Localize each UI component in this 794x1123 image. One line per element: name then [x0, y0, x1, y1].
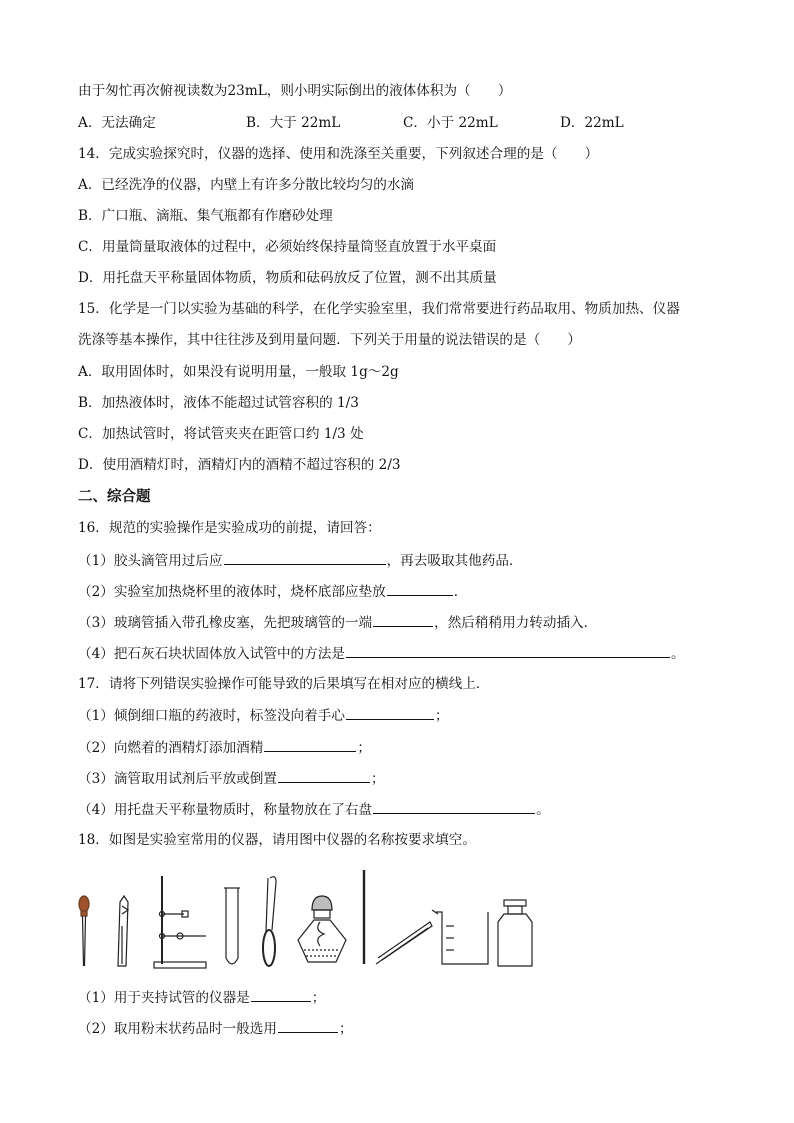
q13-option-a: A．无法确定 — [78, 115, 156, 131]
q14-option-a: A．已经洗净的仪器，内壁上有许多分散比较均匀的水滴 — [78, 177, 415, 193]
answer-blank[interactable] — [346, 705, 434, 720]
q18-item-2-tail: ； — [338, 1021, 353, 1037]
q16-item-4-text: （4）把石灰石块状固体放入试管中的方法是 — [78, 646, 345, 662]
q14-option-c: C．用量筒量取液体的过程中，必须始终保持量筒竖直放置于水平桌面 — [78, 239, 497, 255]
q18-item-1 — [78, 987, 325, 1008]
q17-item-4 — [78, 799, 550, 820]
q16-item-1-tail: ，再去吸取其他药品． — [386, 553, 523, 569]
q17-item-2 — [78, 737, 371, 758]
medicine-spoon-icon — [263, 877, 276, 966]
answer-blank[interactable] — [278, 1018, 338, 1033]
q16-item-3-tail: ，然后稍稍用力转动插入． — [434, 615, 598, 631]
q15-stem-line2: 洗涤等基本操作，其中往往涉及到用量问题．下列关于用量的说法错误的是（ ） — [78, 332, 581, 348]
answer-blank[interactable] — [387, 581, 453, 596]
q13-stem-tail: 由于匆忙再次俯视读数为23mL，则小明实际倒出的液体体积为（ ） — [78, 83, 512, 99]
q18-stem: 18．如图是实验室常用的仪器，请用图中仪器的名称按要求填空。 — [78, 832, 476, 848]
q16-item-2-text: （2）实验室加热烧杯里的液体时，烧杯底部应垫放 — [78, 584, 386, 600]
q16-item-4-tail: 。 — [670, 646, 685, 662]
q16-item-3 — [78, 612, 597, 633]
q18-item-1-text: （1）用于夹持试管的仪器是 — [78, 990, 250, 1006]
q16-item-2-tail: ． — [453, 584, 468, 600]
q16-item-1-text: （1）胶头滴管用过后应 — [78, 553, 223, 569]
q15-option-d: D．使用酒精灯时，酒精灯内的酒精不超过容积的 2/3 — [78, 457, 401, 473]
q14-option-b: B．广口瓶、滴瓶、集气瓶都有作磨砂处理 — [78, 208, 333, 224]
q16-item-2 — [78, 581, 467, 602]
q15-option-a: A．取用固体时，如果没有说明用量，一般取 1g～2g — [78, 364, 399, 380]
q16-item-4 — [78, 643, 685, 664]
q15-option-c: C．加热试管时，将试管夹夹在距管口约 1/3 处 — [78, 426, 364, 442]
test-tube-icon — [224, 888, 240, 964]
beaker-icon — [432, 910, 488, 964]
answer-blank[interactable] — [224, 550, 386, 565]
q16-item-3-text: （3）玻璃管插入带孔橡皮塞，先把玻璃管的一端 — [78, 615, 373, 631]
q18-item-2-text: （2）取用粉末状药品时一般选用 — [78, 1021, 277, 1037]
q18-item-2 — [78, 1018, 353, 1039]
answer-blank[interactable] — [264, 737, 356, 752]
q17-item-3-text: （3）滴管取用试剂后平放或倒置 — [78, 771, 277, 787]
section-title: 二、综合题 — [78, 488, 151, 505]
q16-item-1 — [78, 550, 523, 571]
q13-option-b: B．大于 22mL — [246, 115, 341, 131]
tweezers-icon — [376, 922, 432, 964]
q13-option-d: D．22mL — [560, 115, 624, 131]
answer-blank[interactable] — [373, 799, 535, 814]
q17-item-2-tail: ； — [357, 740, 371, 756]
test-tube-clamp-icon — [118, 896, 128, 966]
q15-option-b: B．加热液体时，液体不能超过试管容积的 1/3 — [78, 395, 359, 411]
q14-stem: 14．完成实验探究时，仪器的选择、使用和洗涤至关重要，下列叙述合理的是（ ） — [78, 146, 599, 162]
dropper-icon — [79, 896, 89, 966]
q17-item-3-tail: ； — [370, 771, 385, 787]
q14-option-d: D．用托盘天平称量固体物质，物质和砝码放反了位置，测不出其质量 — [78, 270, 497, 286]
q17-stem: 17．请将下列错误实验操作可能导致的后果填写在相对应的横线上． — [78, 676, 490, 692]
answer-blank[interactable] — [278, 768, 370, 783]
alcohol-lamp-icon — [298, 896, 346, 962]
q17-item-1-text: （1）倾倒细口瓶的药液时，标签没向着手心 — [78, 708, 345, 724]
q18-item-1-tail: ； — [311, 990, 326, 1006]
q17-item-1 — [78, 705, 449, 726]
answer-blank[interactable] — [346, 643, 670, 658]
answer-blank[interactable] — [373, 612, 433, 627]
q13-options — [78, 113, 718, 133]
q17-item-2-text: （2）向燃着的酒精灯添加酒精 — [78, 740, 264, 756]
q17-item-4-tail: 。 — [536, 802, 550, 818]
q17-item-4-text: （4）用托盘天平称量物质时，称量物放在了右盘 — [78, 802, 373, 818]
iron-stand-icon — [154, 876, 206, 968]
q17-item-1-tail: ； — [434, 708, 449, 724]
reagent-bottle-icon — [498, 900, 532, 966]
q16-stem: 16．规范的实验操作是实验成功的前提，请回答： — [78, 520, 381, 536]
q13-option-c: C．小于 22mL — [403, 115, 498, 131]
instrument-figure — [70, 866, 550, 976]
q15-stem-line1: 15．化学是一门以实验为基础的科学，在化学实验室里，我们常常要进行药品取用、物质加热、仪器 — [78, 301, 680, 317]
answer-blank[interactable] — [251, 987, 311, 1002]
q17-item-3 — [78, 768, 385, 789]
